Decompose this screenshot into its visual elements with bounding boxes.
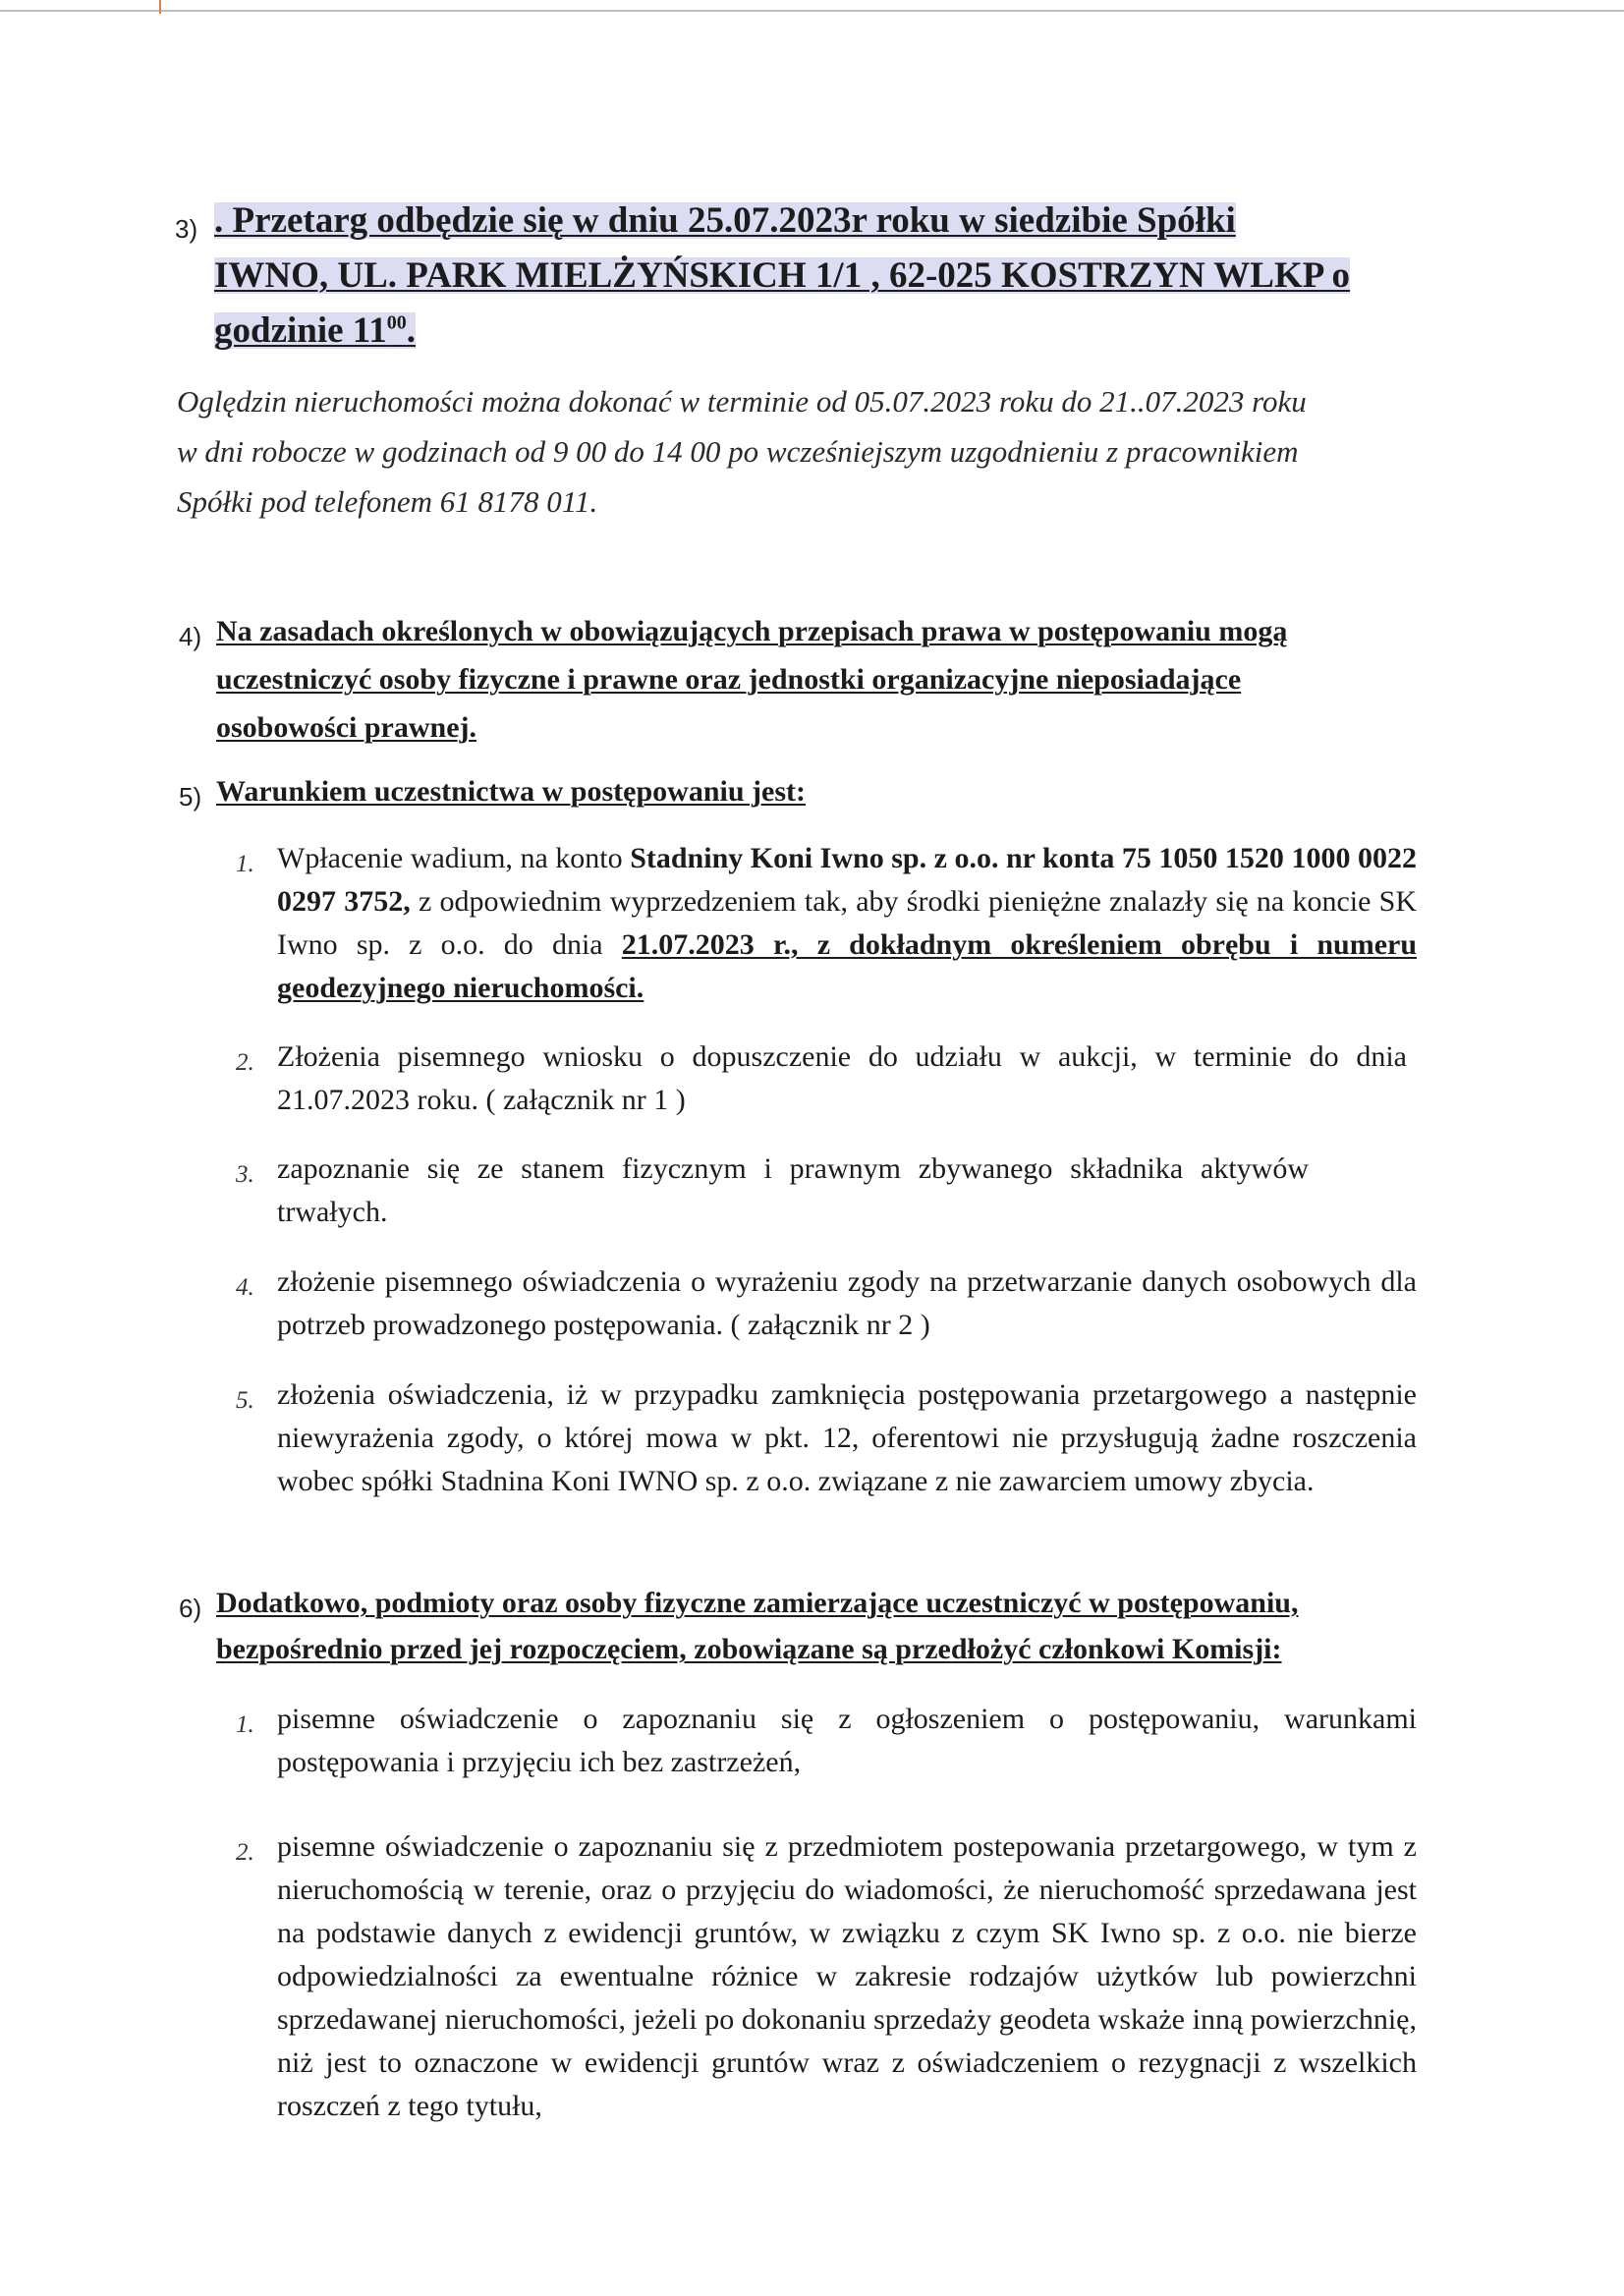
- section-6-number: 6): [179, 1594, 202, 1623]
- section-5-item-5: złożenia oświadczenia, iż w przypadku zamknięcia postępowania przetargowego a następnie niewyrażenia zgody, o której mowa w pkt. 12, oferentowi nie przysługują żadne roszczenia wobec spółki Stadnina Koni IWNO sp. z o.o. związane z nie zawarciem umowy zbycia.: [277, 1378, 1417, 1497]
- section-5-item-1: Wpłacenie wadium, na konto Stadniny Koni Iwno sp. z o.o. nr konta 75 1050 1520 1000 0022 0297 3752, z odpowiednim wyprzedzeniem tak, aby środki pieniężne znalazły się na koncie SK Iwno sp. z o.o. do dnia 21.07.2023 r., z dokładnym określeniem obrębu i numeru geodezyjnego nieruchomości.: [277, 842, 1418, 1004]
- section-6-heading-line-1: Dodatkowo, podmioty oraz osoby fizyczne zamierzające uczestniczyć w postępowaniu,: [216, 1587, 1299, 1619]
- section-5-item-1-number: 1.: [236, 851, 254, 877]
- section-5-item-5-number: 5.: [236, 1387, 254, 1414]
- inspection-line-1: Oględzin nieruchomości można dokonać w terminie od 05.07.2023 roku do 21..07.2023 roku: [177, 384, 1307, 419]
- section-6-item-1-number: 1.: [236, 1711, 254, 1738]
- section-4-number: 4): [179, 622, 202, 651]
- section-6-item-2-number: 2.: [236, 1839, 254, 1866]
- section-5-item-3-number: 3.: [236, 1161, 254, 1188]
- section-6-item-1: pisemne oświadczenie o zapoznaniu się z ogłoszeniem o postępowaniu, warunkami postępowania i przyjęciu ich bez zastrzeżeń,: [277, 1703, 1417, 1778]
- section-3-line-3: godzinie $11^{00}$.: [214, 310, 417, 351]
- section-5-item-4: złożenie pisemnego oświadczenia o wyrażeniu zgody na przetwarzanie danych osobowych dla potrzeb prowadzonego postępowania. ( załącznik nr 2 ): [277, 1265, 1417, 1341]
- section-3-line-2: IWNO, UL. PARK MIELŻYŃSKICH 1/1 , 62-025 KOSTRZYN WLKP o: [214, 255, 1351, 296]
- section-5-number: 5): [179, 782, 202, 812]
- section-4-line-2: uczestniczyć osoby fizyczne i prawne oraz jednostki organizacyjne nieposiadające: [216, 663, 1242, 696]
- inspection-line-2: w dni robocze w godzinach od 9 00 do 14 00 po wcześniejszym uzgodnieniu z pracownikiem: [177, 434, 1299, 469]
- section-3-time: godzinie 11: [214, 310, 387, 351]
- section-5-item-4-number: 4.: [236, 1274, 254, 1301]
- section-5-item-2-number: 2.: [236, 1049, 254, 1076]
- deposit-deadline: 21.07.2023 r., z dokładnym określeniem obrębu i numeru geodezyjnego nieruchomości.: [277, 928, 1418, 1004]
- section-4-line-1: Na zasadach określonych w obowiązujących przepisach prawa w postępowaniu mogą: [216, 615, 1288, 647]
- section-5-heading: Warunkiem uczestnictwa w postępowaniu jest:: [216, 775, 806, 808]
- section-3-time-minutes: 00: [386, 311, 407, 334]
- section-5-item-2: Złożenia pisemnego wniosku o dopuszczenie do udziału w aukcji, w terminie do dnia 21.07.2023 roku. ( załącznik nr 1 ): [277, 1040, 1407, 1116]
- section-6-heading-line-2: bezpośrednio przed jej rozpoczęciem, zobowiązane są przedłożyć członkowi Komisji:: [216, 1633, 1282, 1665]
- bank-account-details: Stadniny Koni Iwno sp. z o.o. nr konta 75 1050 1520 1000 0022 0297 3752,: [277, 842, 1417, 918]
- inspection-line-3: Spółki pod telefonem 61 8178 011.: [177, 484, 598, 519]
- section-6-item-2: pisemne oświadczenie o zapoznaniu się z przedmiotem postepowania przetargowego, w tym z nieruchomością w terenie, oraz o przyjęciu do wiadomości, że nieruchomość sprzedawana jest na podstawie danych z ewidencji gruntów, w związku z czym SK Iwno sp. z o.o. nie bierze odpowiedzialności za ewentualne różnice w zakresie rodzajów użytków lub powierzchni sprzedawanej nieruchomości, jeżeli po dokonaniu sprzedaży geodeta wskaże inną powierzchnię, niż jest to oznaczone w ewidencji gruntów wraz z oświadczeniem o rezygnacji z wszelkich roszczeń z tego tytułu,: [277, 1830, 1417, 2122]
- section-3-line-1: . Przetarg odbędzie się w dniu 25.07.2023r roku w siedzibie Spółki: [214, 200, 1236, 241]
- section-4-line-3: osobowości prawnej.: [216, 711, 477, 744]
- section-3-number: 3): [175, 214, 198, 244]
- section-5-item-3: zapoznanie się ze stanem fizycznym i prawnym zbywanego składnika aktywów trwałych.: [277, 1152, 1309, 1228]
